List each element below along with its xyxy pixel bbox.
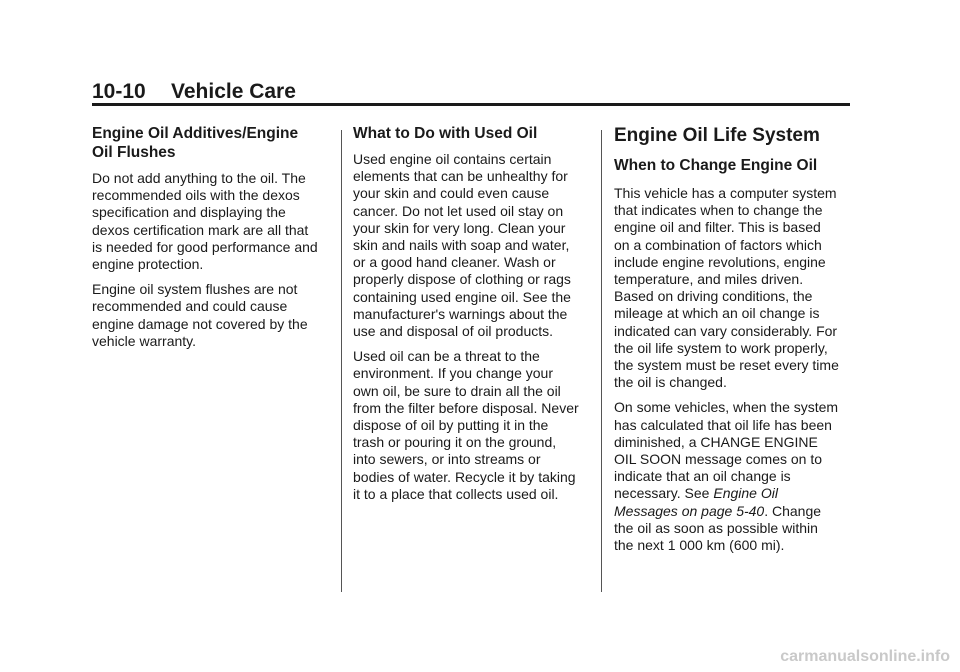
heading-used-oil: What to Do with Used Oil <box>353 125 538 142</box>
column-3 <box>614 124 854 562</box>
page-number: 10-10 <box>92 80 146 103</box>
paragraph: This vehicle has a computer system that indicates when to change the engine oil and filter. This is based on a combination of factors which include engine revolutions, engine temperature, and miles driven. Based on driving conditions, the mileage at which an oil change is indicated can vary considerably. For the oil life system to work properly, the system must be reset every time the oil is changed. <box>614 185 839 391</box>
paragraph: Used oil can be a threat to the environment. If you change your own oil, be sure to drain all the oil from the filter before disposal. Never dispose of oil by putting it in the trash or pouring it on the ground, into sewers, or into streams or bodies of water. Recycle it by taking it to a place that collects used oil. <box>353 348 579 502</box>
column-2 <box>353 124 593 511</box>
paragraph: Engine oil system flushes are not recommended and could cause engine damage not covered by the vehicle warranty. <box>92 281 308 349</box>
paragraph: Do not add anything to the oil. The recommended oils with the dexos specification and displaying the dexos certification mark are all that is needed for good performance and engine protection. <box>92 170 318 273</box>
heading-oil-life-system: Engine Oil Life System <box>614 125 820 146</box>
section-title: Vehicle Care <box>171 80 296 103</box>
paragraph: Used engine oil contains certain elements that can be unhealthy for your skin and could even cause cancer. Do not let used oil stay on your skin for very long. Clean your skin and nails with soap and water, or a good hand cleaner. Wash or properly dispose of clothing or rags containing used engine oil. See the manufacturer's warnings about the use and disposal of oil products. <box>353 151 571 340</box>
paragraph-text: . Change the oil as soon as possible within the next 1 000 km (600 mi). <box>614 502 822 554</box>
paragraph-text: On some vehicles, when the system has calculated that oil life has been diminished, a CHANGE ENGINE OIL SOON message comes on to indicate that an oil change is necessary. See <box>614 399 839 502</box>
cross-reference-link[interactable]: Engine Oil Messages on page 5-40 <box>614 485 778 519</box>
heading-oil-additives: Engine Oil Additives/Engine Oil Flushes <box>92 125 299 161</box>
column-divider <box>341 130 342 592</box>
watermark: carmanualsonline.info <box>780 648 950 665</box>
subheading-when-to-change: When to Change Engine Oil <box>614 157 818 174</box>
header-rule <box>92 103 850 106</box>
column-1 <box>92 124 332 358</box>
paragraph <box>614 399 854 554</box>
column-divider <box>601 130 602 592</box>
